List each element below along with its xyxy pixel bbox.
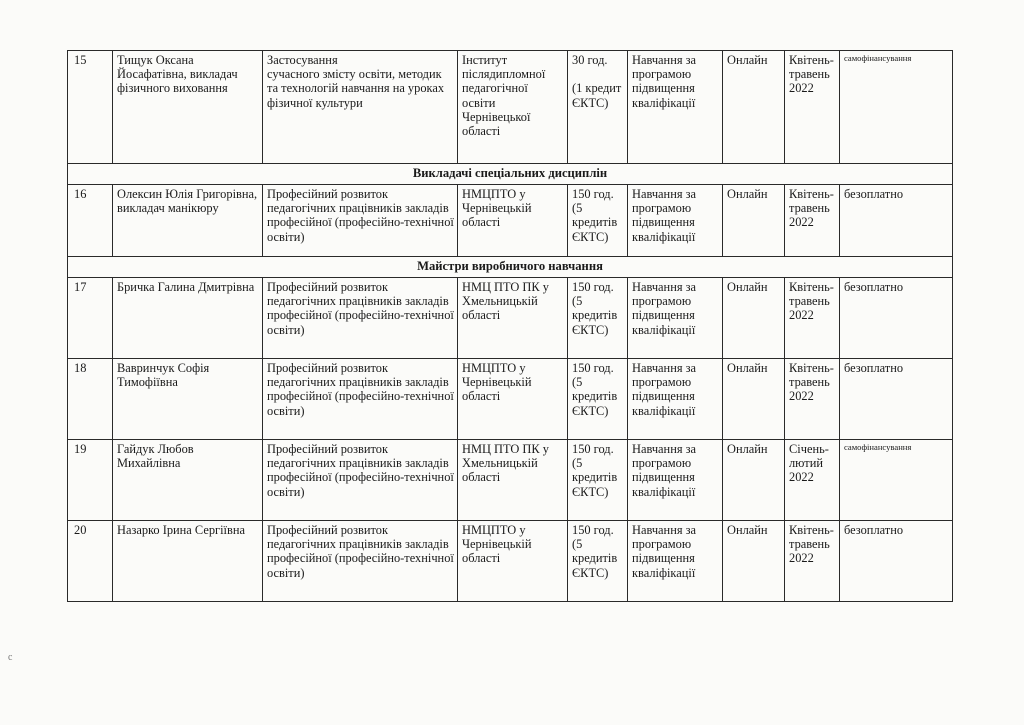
section-row [68, 164, 953, 185]
cell-name: Гайдук Любов Михайлівна [113, 440, 263, 521]
training-table [67, 50, 953, 602]
cell-name: Олексин Юлія Григорівна, викладач манікюру [113, 185, 263, 257]
table-group-top [68, 51, 953, 164]
cell-name: Тищук Оксана Йосафатівна, викладач фізичного виховання [113, 51, 263, 164]
table-row [68, 185, 953, 257]
table-row [68, 359, 953, 440]
cell-form: Онлайн [723, 51, 785, 164]
document-page [67, 50, 952, 602]
cell-program: Професійний розвиток педагогічних працівників закладів професійної (професійно-технічної освіти) [263, 185, 458, 257]
cell-training-type: Навчання за програмою підвищення кваліфікації [628, 278, 723, 359]
cell-name: Назарко Ірина Сергіївна [113, 521, 263, 602]
cell-period: Січень-лютий 2022 [785, 440, 840, 521]
section-teachers-special [68, 164, 953, 185]
cell-funding: безоплатно [840, 185, 953, 257]
cell-number: 15 [68, 51, 113, 164]
cell-hours: 150 год. (5 кредитів ЄКТС) [568, 521, 628, 602]
cell-number: 18 [68, 359, 113, 440]
cell-name: Бричка Галина Дмитрівна [113, 278, 263, 359]
cell-period: Квітень-травень 2022 [785, 185, 840, 257]
cell-form: Онлайн [723, 278, 785, 359]
section-title: Викладачі спеціальних дисциплін [68, 164, 953, 185]
cell-period: Квітень-травень 2022 [785, 278, 840, 359]
cell-program: Професійний розвиток педагогічних працівників закладів професійної (професійно-технічної освіти) [263, 278, 458, 359]
cell-hours: 150 год. (5 кредитів ЄКТС) [568, 278, 628, 359]
cell-number: 17 [68, 278, 113, 359]
cell-training-type: Навчання за програмою підвищення кваліфікації [628, 185, 723, 257]
cell-institution: НМЦ ПТО ПК у Хмельницькій області [458, 278, 568, 359]
table-row [68, 521, 953, 602]
cell-hours: 150 год. (5 кредитів ЄКТС) [568, 440, 628, 521]
cell-program: Професійний розвиток педагогічних працівників закладів професійної (професійно-технічної освіти) [263, 440, 458, 521]
cell-form: Онлайн [723, 440, 785, 521]
cell-name: Вавринчук Софія Тимофіївна [113, 359, 263, 440]
cell-training-type: Навчання за програмою підвищення кваліфікації [628, 440, 723, 521]
cell-training-type: Навчання за програмою підвищення кваліфікації [628, 359, 723, 440]
cell-period: Квітень-травень 2022 [785, 51, 840, 164]
cell-funding: безоплатно [840, 278, 953, 359]
cell-program: Професійний розвиток педагогічних працівників закладів професійної (професійно-технічної освіти) [263, 359, 458, 440]
cell-period: Квітень-травень 2022 [785, 359, 840, 440]
cell-training-type: Навчання за програмою підвищення кваліфікації [628, 51, 723, 164]
cell-institution: НМЦПТО у Чернівецькій області [458, 521, 568, 602]
table-group-bottom [68, 278, 953, 602]
cell-program: Застосування сучасного змісту освіти, методик та технологій навчання на уроках фізичної культури [263, 51, 458, 164]
cell-institution: НМЦ ПТО ПК у Хмельницькій області [458, 440, 568, 521]
table-group-mid [68, 185, 953, 257]
section-title: Майстри виробничого навчання [68, 257, 953, 278]
cell-hours: 150 год. (5 кредитів ЄКТС) [568, 185, 628, 257]
scan-mark: c [8, 652, 13, 663]
cell-number: 16 [68, 185, 113, 257]
cell-institution: НМЦПТО у Чернівецькій області [458, 185, 568, 257]
table-row [68, 278, 953, 359]
cell-period: Квітень-травень 2022 [785, 521, 840, 602]
table-row [68, 51, 953, 164]
section-masters [68, 257, 953, 278]
cell-funding: безоплатно [840, 521, 953, 602]
cell-program: Професійний розвиток педагогічних працівників закладів професійної (професійно-технічної освіти) [263, 521, 458, 602]
cell-funding: самофінансування [840, 51, 953, 164]
cell-training-type: Навчання за програмою підвищення кваліфікації [628, 521, 723, 602]
table-row [68, 440, 953, 521]
cell-hours: 30 год. (1 кредит ЄКТС) [568, 51, 628, 164]
cell-number: 20 [68, 521, 113, 602]
cell-funding: безоплатно [840, 359, 953, 440]
cell-institution: Інститут післядипломної педагогічної освіти Чернівецької області [458, 51, 568, 164]
cell-funding: самофінансування [840, 440, 953, 521]
cell-hours: 150 год. (5 кредитів ЄКТС) [568, 359, 628, 440]
cell-form: Онлайн [723, 521, 785, 602]
cell-number: 19 [68, 440, 113, 521]
section-row [68, 257, 953, 278]
cell-form: Онлайн [723, 185, 785, 257]
cell-institution: НМЦПТО у Чернівецькій області [458, 359, 568, 440]
cell-form: Онлайн [723, 359, 785, 440]
